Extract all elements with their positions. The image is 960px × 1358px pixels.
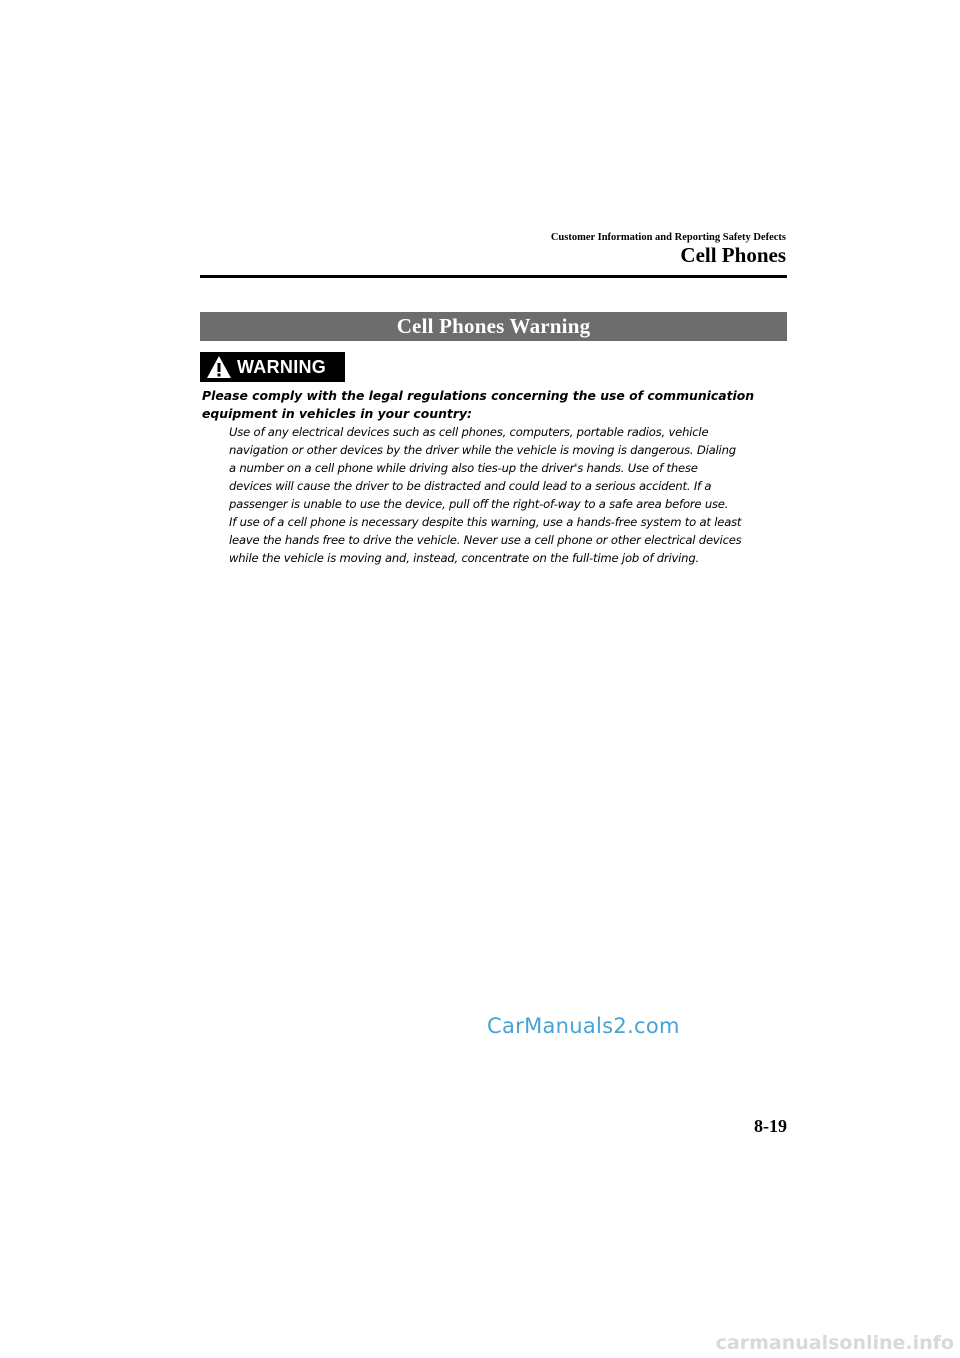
warning-heading-line: Please comply with the legal regulations concerning the use of communication (202, 388, 755, 403)
warning-body-line: Use of any electrical devices such as cell phones, computers, portable radios, vehicle (229, 425, 709, 439)
warning-badge (200, 352, 345, 382)
warning-body-line: devices will cause the driver to be distracted and could lead to a serious accident. If a (229, 479, 712, 493)
warning-label: WARNING (237, 356, 327, 377)
warning-body-line: navigation or other devices by the driver while the vehicle is moving is dangerous. Dialing (229, 443, 736, 457)
warning-body-line: passenger is unable to use the device, pull off the right-of-way to a safe area before use. (229, 497, 729, 511)
warning-heading (202, 387, 782, 423)
warning-body (229, 423, 789, 567)
warning-body-line: while the vehicle is moving and, instead, concentrate on the full-time job of driving. (229, 551, 699, 565)
header-divider (200, 275, 787, 278)
page-title: Cell Phones (680, 243, 786, 267)
header-section-label: Customer Information and Reporting Safety Defects (550, 232, 786, 243)
warning-body-line: leave the hands free to drive the vehicle. Never use a cell phone or other electrical devices (229, 533, 742, 547)
warning-triangle-icon (206, 355, 232, 379)
warning-body-line: a number on a cell phone while driving also ties-up the driver's hands. Use of these (229, 461, 698, 475)
section-title-bar: Cell Phones Warning (200, 312, 787, 341)
warning-body-line: If use of a cell phone is necessary despite this warning, use a hands-free system to at least (229, 515, 742, 529)
warning-heading-line: equipment in vehicles in your country: (202, 406, 472, 421)
footer-watermark[interactable]: carmanualsonline.info (715, 1332, 954, 1354)
carmanuals-watermark[interactable]: CarManuals2.com (487, 1014, 680, 1038)
page-number: 8-19 (754, 1116, 787, 1136)
